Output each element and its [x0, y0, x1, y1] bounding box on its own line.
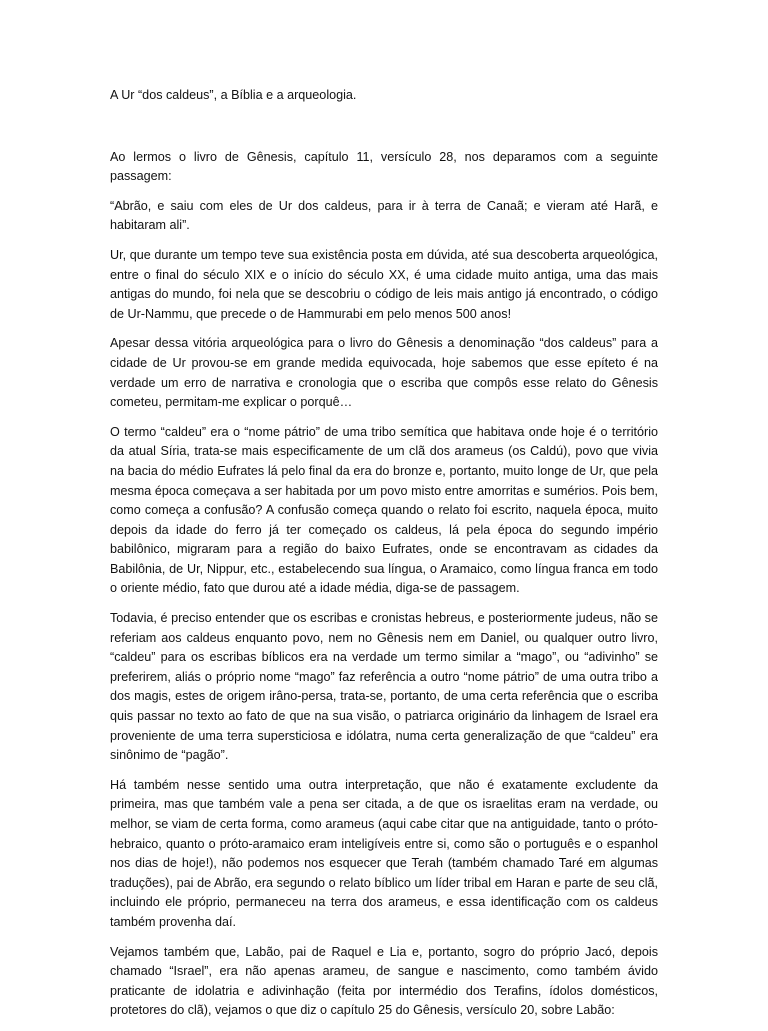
paragraph-caldeu-term: O termo “caldeu” era o “nome pátrio” de uma tribo semítica que habitava onde hoje é o território da atual Síria, trata-se mais especificamente de um clã dos arameus (os Caldú), povo que vivia na bacia do médio Eufrates lá pelo final da era do bronze e, portanto, muito longe de Ur, que pela mesma época começava a ser habitada por um povo misto entre amorritas e sumérios. Pois bem, como começa a confusão? A confusão começa quando o relato foi escrito, naquela época, muito depois da idade do ferro já ter começado os caldeus, lá pela época do segundo império babilônico, migraram para a região do baixo Eufrates, onde se encontravam as cidades da Babilônia, de Ur, Nippur, etc., estabelecendo sua língua, o Aramaico, como língua franca em todo o oriente médio, fato que durou até a idade média, diga-se de passagem. — [110, 424, 658, 596]
document-title: A Ur “dos caldeus”, a Bíblia e a arqueologia. — [110, 88, 357, 102]
paragraph-intro: Ao lermos o livro de Gênesis, capítulo 11, versículo 28, nos deparamos com a seguinte passagem: — [110, 149, 658, 184]
paragraph-quote: “Abrão, e saiu com eles de Ur dos caldeus, para ir à terra de Canaã; e vieram até Harã, e habitaram ali”. — [110, 198, 658, 233]
paragraph-ur-history: Ur, que durante um tempo teve sua existência posta em dúvida, até sua descoberta arqueológica, entre o final do século XIX e o início do século XX, é uma cidade muito antiga, uma das mais antigas do mundo, foi nela que se descobriu o código de leis mais antigo já encontrado, o código de Ur-Nammu, que precede o de Hammurabi em pelo menos 500 anos! — [110, 247, 658, 321]
paragraph-laban: Vejamos também que, Labão, pai de Raquel e Lia e, portanto, sogro do próprio Jacó, depois chamado “Israel”, era não apenas arameu, de sangue e nascimento, como também ávido praticante de idolatria e adivinhação (feita por intermédio dos Terafins, ídolos domésticos, protetores do clã), vejamos o que diz o capítulo 25 do Gênesis, versículo 20, sobre Labão: — [110, 944, 658, 1018]
paragraph-interpretation: Há também nesse sentido uma outra interpretação, que não é exatamente excludente da primeira, mas que também vale a pena ser citada, a de que os israelitas eram na verdade, ou melhor, se viam de certa forma, como arameus (aqui cabe citar que na antiguidade, tanto o próto-hebraico, quanto o próto-aramaico eram inteligíveis entre si, como são o português e o espanhol nos dias de hoje!), não podemos nos esquecer que Terah (também chamado Taré em algumas traduções), pai de Abrão, era segundo o relato bíblico um líder tribal em Haran e parte de seu clã, incluindo ele próprio, permaneceu na terra dos arameus, e essa identificação com os caldeus também provenha daí. — [110, 777, 658, 929]
paragraph-epithet: Apesar dessa vitória arqueológica para o livro do Gênesis a denominação “dos caldeus” para a cidade de Ur provou-se em grande medida equivocada, hoje sabemos que esse epíteto é na verdade um erro de narrativa e cronologia que o escriba que compôs esse relato do Gênesis cometeu, permitam-me explicar o porquê… — [110, 336, 658, 410]
document-page — [110, 86, 658, 1031]
paragraph-scribes: Todavia, é preciso entender que os escribas e cronistas hebreus, e posteriormente judeus, não se referiam aos caldeus enquanto povo, nem no Gênesis nem em Daniel, ou qualquer outro livro, “caldeu” para os escribas bíblicos era na verdade um termo similar a “mago”, ou “adivinho” se preferirem, aliás o próprio nome “mago” faz referência a outro “nome pátrio” de uma outra tribo a dos magis, estes de origem irâno-persa, trata-se, portanto, de uma certa referência que o escriba quis passar no texto ao fato de que na sua visão, o patriarca originário da linhagem de Israel era proveniente de uma terra supersticiosa e idólatra, numa certa generalização de que “caldeu” era sinônimo de “pagão”. — [110, 611, 658, 763]
